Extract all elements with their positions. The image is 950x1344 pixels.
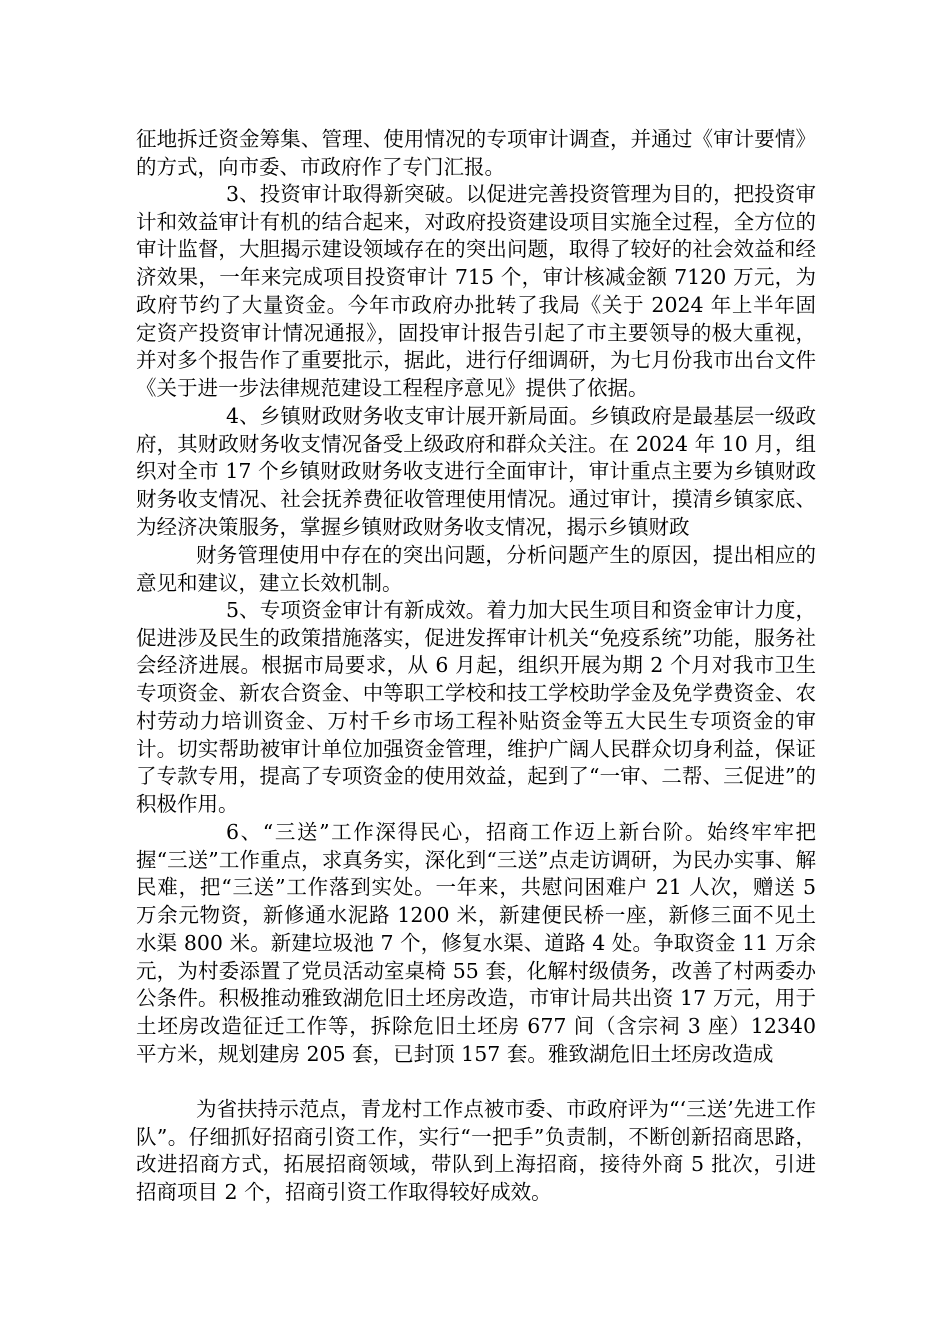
paragraph-investment-promotion: 为省扶持示范点，青龙村工作点被市委、市政府评为“‘三送’先进工作队”。仔细抓好招商引资工作，实行“一把手”负责制，不断创新招商思路，改进招商方式，拓展招商领域，带队到上海招商，接待外商 5 批次，引进招商项目 2 个，招商引资工作取得较好成效。 xyxy=(136,1097,816,1205)
paragraph-township-finance-audit: 4、乡镇财政财务收支审计展开新局面。乡镇政府是最基层一级政府，其财政财务收支情况备受上级政府和群众关注。在 2024 年 10 月，组织对全市 17 个乡镇财政财务收支进行全面审计，审计重点主要为乡镇财政财务收支情况、社会抚养费征收管理使用情况。通过审计，摸清乡镇家底、为经济决策服务，掌握乡镇财政财务收支情况，揭示乡镇财政 xyxy=(136,404,816,539)
paragraph-land-acquisition: 征地拆迁资金筹集、管理、使用情况的专项审计调查，并通过《审计要情》的方式，向市委、市政府作了专门汇报。 xyxy=(136,127,816,179)
paragraph-township-finance-continued: 财务管理使用中存在的突出问题，分析问题产生的原因，提出相应的意见和建议，建立长效机制。 xyxy=(136,543,816,595)
paragraph-investment-audit: 3、投资审计取得新突破。以促进完善投资管理为目的，把投资审计和效益审计有机的结合起来，对政府投资建设项目实施全过程，全方位的审计监督，大胆揭示建设领域存在的突出问题，取得了较好的社会效益和经济效果，一年来完成项目投资审计 715 个，审计核减金额 7120 万元，为政府节约了大量资金。今年市政府办批转了我局《关于 2024 年上半年固定资产投资审计情况通报》，固投审计报告引起了市主要领导的极大重视，并对多个报告作了重要批示，据此，进行仔细调研，为七月份我市出台文件《关于进一步法律规范建设工程程序意见》提供了依据。 xyxy=(136,182,816,400)
paragraph-three-deliveries-work: 6、“三送”工作深得民心，招商工作迈上新台阶。始终牢牢把握“三送”工作重点，求真务实，深化到“三送”点走访调研，为民办实事、解民难，把“三送”工作落到实处。一年来，共慰问困难户 21 人次，赠送 5 万余元物资，新修通水泥路 1200 米，新建便民桥一座，新修三面不见土水渠 800 米。新建垃圾池 7 个，修复水渠、道路 4 处。争取资金 11 万余元，为村委添置了党员活动室桌椅 55 套，化解村级债务，改善了村两委办公条件。积极推动雅致湖危旧土坯房改造，市审计局共出资 17 万元，用于土坯房改造征迁工作等，拆除危旧土坯房 677 间（含宗祠 3 座）12340 平方米，规划建房 205 套，已封顶 157 套。雅致湖危旧土坯房改造成 xyxy=(136,820,816,1066)
paragraph-special-funds-audit: 5、专项资金审计有新成效。着力加大民生项目和资金审计力度，促进涉及民生的政策措施落实，促进发挥审计机关“免疫系统”功能，服务社会经济进展。根据市局要求，从 6 月起，组织开展为期 2 个月对我市卫生专项资金、新农合资金、中等职工学校和技工学校助学金及免学费资金、农村劳动力培训资金、万村千乡市场工程补贴资金等五大民生专项资金的审计。切实帮助被审计单位加强资金管理，维护广阔人民群众切身利益，保证了专款专用，提高了专项资金的使用效益，起到了“一审、二帮、三促进”的积极作用。 xyxy=(136,598,816,816)
